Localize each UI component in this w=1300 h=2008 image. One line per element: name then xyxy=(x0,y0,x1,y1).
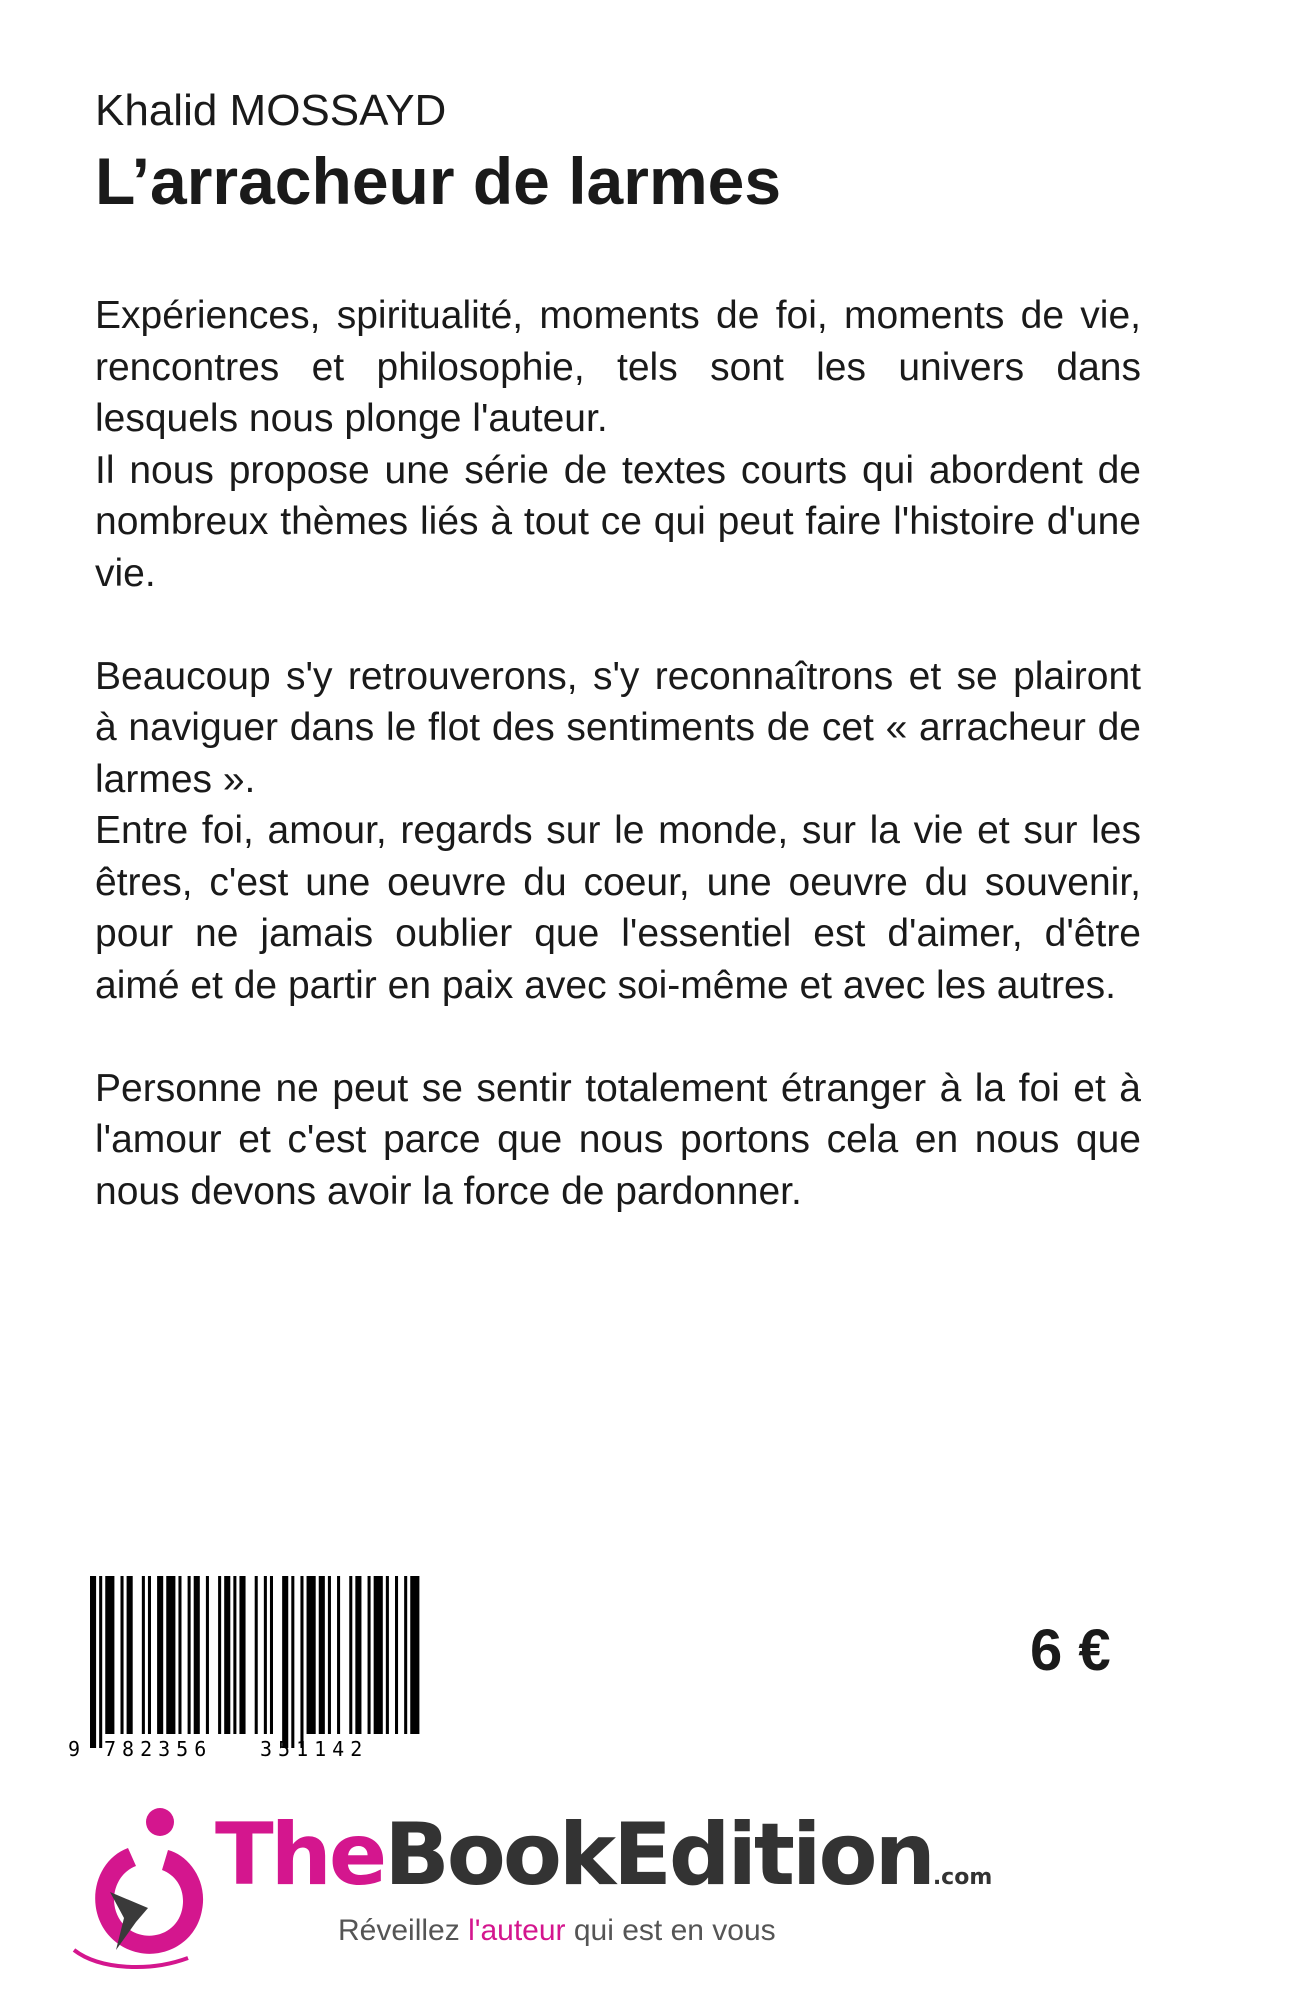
barcode-bar xyxy=(328,1576,331,1734)
description-paragraph: Personne ne peut se sentir totalement étranger à la foi et à l'amour et c'est parce que nous portons cela en nous que nous devons avoir la force de pardonner. xyxy=(95,1066,1141,1213)
barcode-bar xyxy=(166,1576,175,1734)
barcode-bar xyxy=(105,1576,114,1734)
barcode-bar xyxy=(188,1576,191,1734)
publisher-name-edition: Edition xyxy=(613,1805,933,1905)
description-paragraph: Il nous propose une série de textes courts qui abordent de nombreux thèmes liés à tout ce qui peut faire l'histoire d'une vie. xyxy=(95,448,1141,595)
barcode-bar xyxy=(270,1576,273,1734)
barcode-bar xyxy=(395,1576,398,1734)
publisher-name-suffix: .com xyxy=(932,1865,993,1890)
barcode-bar xyxy=(218,1576,221,1734)
barcode-bar xyxy=(349,1576,352,1734)
publisher-logo xyxy=(70,1800,993,1980)
barcode-bar xyxy=(319,1576,325,1734)
barcode-bar xyxy=(307,1576,316,1734)
barcode-bar xyxy=(121,1576,124,1734)
publisher-tagline xyxy=(338,1913,776,1949)
publisher-swirl-icon xyxy=(70,1800,220,1970)
barcode-bar xyxy=(178,1576,181,1734)
barcode-bar xyxy=(194,1576,200,1734)
barcode-bar xyxy=(142,1576,145,1734)
barcode-bar xyxy=(300,1576,303,1748)
barcode-bar xyxy=(404,1576,407,1734)
barcode-bar xyxy=(90,1576,96,1748)
author-name: Khalid MOSSAYD xyxy=(95,86,447,135)
barcode-digits-left: 782356 xyxy=(104,1737,213,1761)
barcode-bar xyxy=(374,1576,383,1734)
barcode-bar xyxy=(264,1576,267,1734)
barcode-bar xyxy=(224,1576,230,1734)
barcode-bar xyxy=(410,1576,419,1734)
barcode-bar xyxy=(355,1576,361,1734)
barcode-bar xyxy=(337,1576,340,1734)
barcode-bar xyxy=(206,1576,209,1734)
paragraph-spacer xyxy=(95,1011,1141,1063)
barcode-bar xyxy=(368,1576,371,1734)
publisher-name-book: Book xyxy=(384,1805,614,1905)
tagline-end: qui est en vous xyxy=(565,1914,776,1947)
barcode-bar xyxy=(255,1576,258,1734)
book-description xyxy=(95,290,1141,1217)
barcode-bar xyxy=(239,1576,245,1734)
barcode-bar xyxy=(233,1576,236,1734)
barcode-bar xyxy=(99,1576,102,1748)
description-paragraph: Entre foi, amour, regards sur le monde, sur la vie et sur les êtres, c'est une oeuvre du coeur, une oeuvre du souvenir, pour ne jamais oublier que l'essentiel est d'aimer, d'être aimé et de partir en paix avec soi-même et avec les autres. xyxy=(95,809,1141,1007)
isbn-barcode xyxy=(60,1576,430,1761)
barcode-bar xyxy=(386,1576,389,1734)
book-title: L’arracheur de larmes xyxy=(95,144,782,218)
barcode-bar xyxy=(127,1576,133,1734)
tagline-start: Réveillez xyxy=(338,1914,469,1947)
publisher-name xyxy=(215,1805,992,1928)
barcode-digits-right: 351142 xyxy=(260,1737,369,1761)
barcode-bar xyxy=(282,1576,288,1748)
price-label: 6 € xyxy=(1030,1618,1111,1683)
paragraph-spacer xyxy=(95,599,1141,651)
description-paragraph: Expériences, spiritualité, moments de foi, moments de vie, rencontres et philosophie, tels sont les univers dans lesquels nous plonge l'auteur. xyxy=(95,294,1141,440)
barcode-bar xyxy=(291,1576,294,1748)
publisher-name-the: The xyxy=(215,1805,385,1905)
description-paragraph: Beaucoup s'y retrouverons, s'y reconnaîtrons et se plairont à naviguer dans le flot des sentiments de cet « arracheur de larmes ». xyxy=(95,654,1141,801)
barcode-bar xyxy=(157,1576,163,1734)
barcode-digit-lead: 9 xyxy=(68,1737,81,1761)
barcode-bar xyxy=(148,1576,151,1734)
tagline-highlight: l'auteur xyxy=(468,1914,566,1947)
